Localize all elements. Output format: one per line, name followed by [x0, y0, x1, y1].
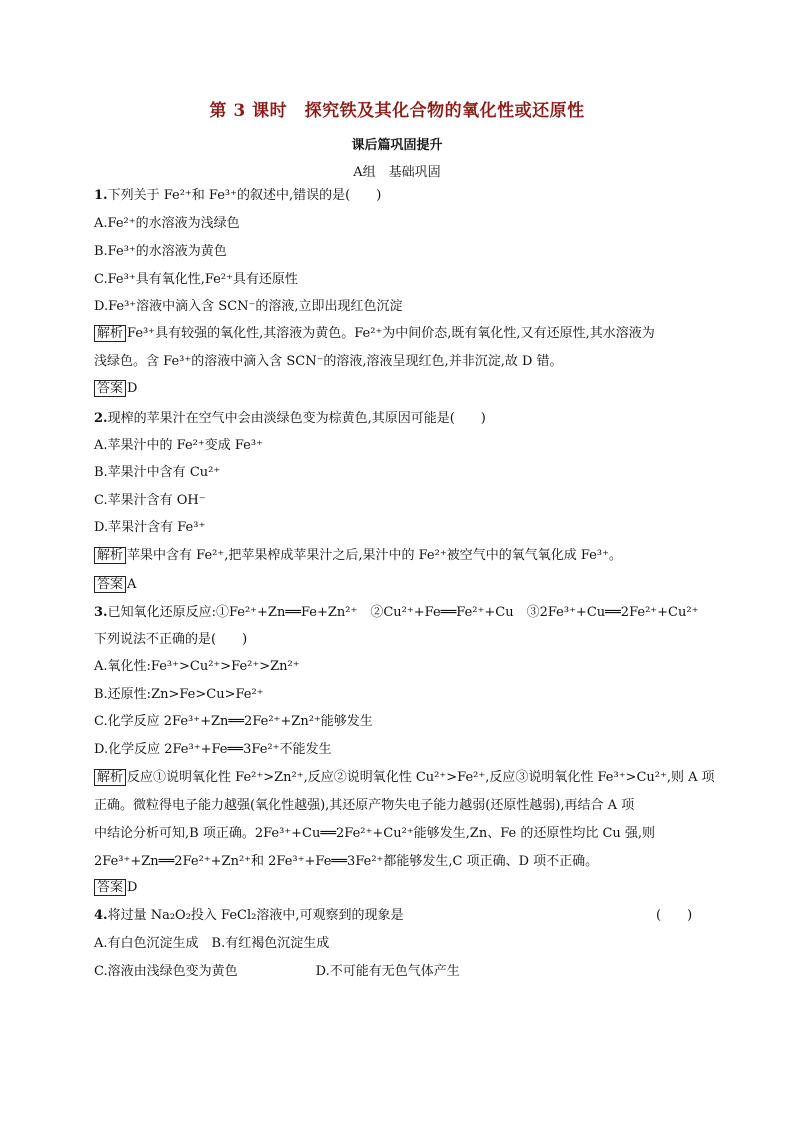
question-4-answer-blank: ( ) — [656, 908, 693, 923]
question-number: 4. — [94, 908, 108, 923]
question-3-analysis-line: 解析 反应①说明氧化性 Fe²⁺>Zn²⁺,反应②说明氧化性 Cu²⁺>Fe²⁺,反应③说明氧化性 Fe³⁺>Cu²⁺,则 A 项 — [94, 769, 704, 787]
question-2-option-c: C.苹果汁含有 OH⁻ — [94, 493, 206, 508]
question-3-answer: 答案 D — [94, 879, 704, 897]
analysis-tag: 解析 — [94, 769, 126, 786]
question-number: 1. — [94, 188, 108, 203]
question-3-stem-line-2: 下列说法不正确的是( ) — [94, 632, 248, 647]
question-1-option-d: D.Fe³⁺溶液中滴入含 SCN⁻的溶液,立即出现红色沉淀 — [94, 299, 403, 314]
question-4-options-row-1: A.有白色沉淀生成 B.有红褐色沉淀生成 — [94, 936, 330, 951]
question-3-option-a: A.氧化性:Fe³⁺>Cu²⁺>Fe²⁺>Zn²⁺ — [94, 659, 300, 674]
section-subtitle: 课后篇巩固提升 — [351, 138, 443, 153]
analysis-tag: 解析 — [94, 547, 126, 564]
question-1-option-c: C.Fe³⁺具有氧化性,Fe²⁺具有还原性 — [94, 272, 298, 287]
question-1-option-a: A.Fe²⁺的水溶液为浅绿色 — [94, 216, 240, 231]
question-1-option-b: B.Fe³⁺的水溶液为黄色 — [94, 244, 227, 259]
question-1-answer: 答案 D — [94, 380, 704, 398]
analysis-tag: 解析 — [94, 325, 126, 342]
question-3-analysis-line: 中结论分析可知,B 项正确。2Fe³⁺+Cu══2Fe²⁺+Cu²⁺能够发生,Zn、Fe 的还原性均比 Cu 强,则 — [94, 826, 656, 841]
answer-tag: 答案 — [94, 380, 126, 397]
question-number: 3. — [94, 605, 108, 620]
answer-tag: 答案 — [94, 576, 126, 593]
question-3-stem: 3.已知氧化还原反应:①Fe²⁺+Zn══Fe+Zn²⁺ ②Cu²⁺+Fe══Fe²⁺+Cu ③2Fe³⁺+Cu══2Fe²⁺+Cu²⁺ — [94, 605, 699, 620]
question-3-analysis-line: 2Fe³⁺+Zn══2Fe²⁺+Zn²⁺和 2Fe³⁺+Fe══3Fe²⁺都能够发生,C 项正确、D 项不正确。 — [94, 854, 599, 869]
question-1-analysis-line: 解析 Fe³⁺具有较强的氧化性,其溶液为黄色。Fe²⁺为中间价态,既有氧化性,又有还原性,其水溶液为 — [94, 325, 704, 343]
question-2-option-a: A.苹果汁中的 Fe²⁺变成 Fe³⁺ — [94, 438, 263, 453]
question-1-analysis-line: 浅绿色。含 Fe³⁺的溶液中滴入含 SCN⁻的溶液,溶液呈现红色,并非沉淀,故 D 错。 — [94, 354, 563, 369]
question-3-option-b: B.还原性:Zn>Fe>Cu>Fe²⁺ — [94, 687, 264, 702]
question-3-analysis-line: 正确。微粒得电子能力越强(氧化性越强),其还原产物失电子能力越弱(还原性越弱),再结合 A 项 — [94, 798, 635, 813]
lesson-title: 第 3 课时 探究铁及其化合物的氧化性或还原性 — [209, 101, 585, 121]
question-4-options-row-2: C.溶液由浅绿色变为黄色 D.不可能有无色气体产生 — [94, 964, 460, 979]
question-2-stem: 2.现榨的苹果汁在空气中会由淡绿色变为棕黄色,其原因可能是( ) — [94, 411, 486, 426]
answer-tag: 答案 — [94, 879, 126, 896]
question-1-stem: 1.下列关于 Fe²⁺和 Fe³⁺的叙述中,错误的是( ) — [94, 188, 382, 203]
question-2-option-d: D.苹果汁含有 Fe³⁺ — [94, 520, 206, 535]
question-2-analysis-line: 解析 苹果中含有 Fe²⁺,把苹果榨成苹果汁之后,果汁中的 Fe²⁺被空气中的氧气氧化成 Fe³⁺。 — [94, 547, 704, 565]
question-4-stem: 4.将过量 Na₂O₂投入 FeCl₂溶液中,可观察到的现象是 — [94, 908, 404, 923]
question-3-option-c: C.化学反应 2Fe³⁺+Zn══2Fe²⁺+Zn²⁺能够发生 — [94, 714, 373, 729]
question-2-answer: 答案 A — [94, 576, 704, 594]
question-3-option-d: D.化学反应 2Fe³⁺+Fe══3Fe²⁺不能发生 — [94, 742, 332, 757]
question-number: 2. — [94, 411, 108, 426]
question-2-option-b: B.苹果汁中含有 Cu²⁺ — [94, 465, 221, 480]
group-heading: A组 基础巩固 — [353, 165, 441, 180]
